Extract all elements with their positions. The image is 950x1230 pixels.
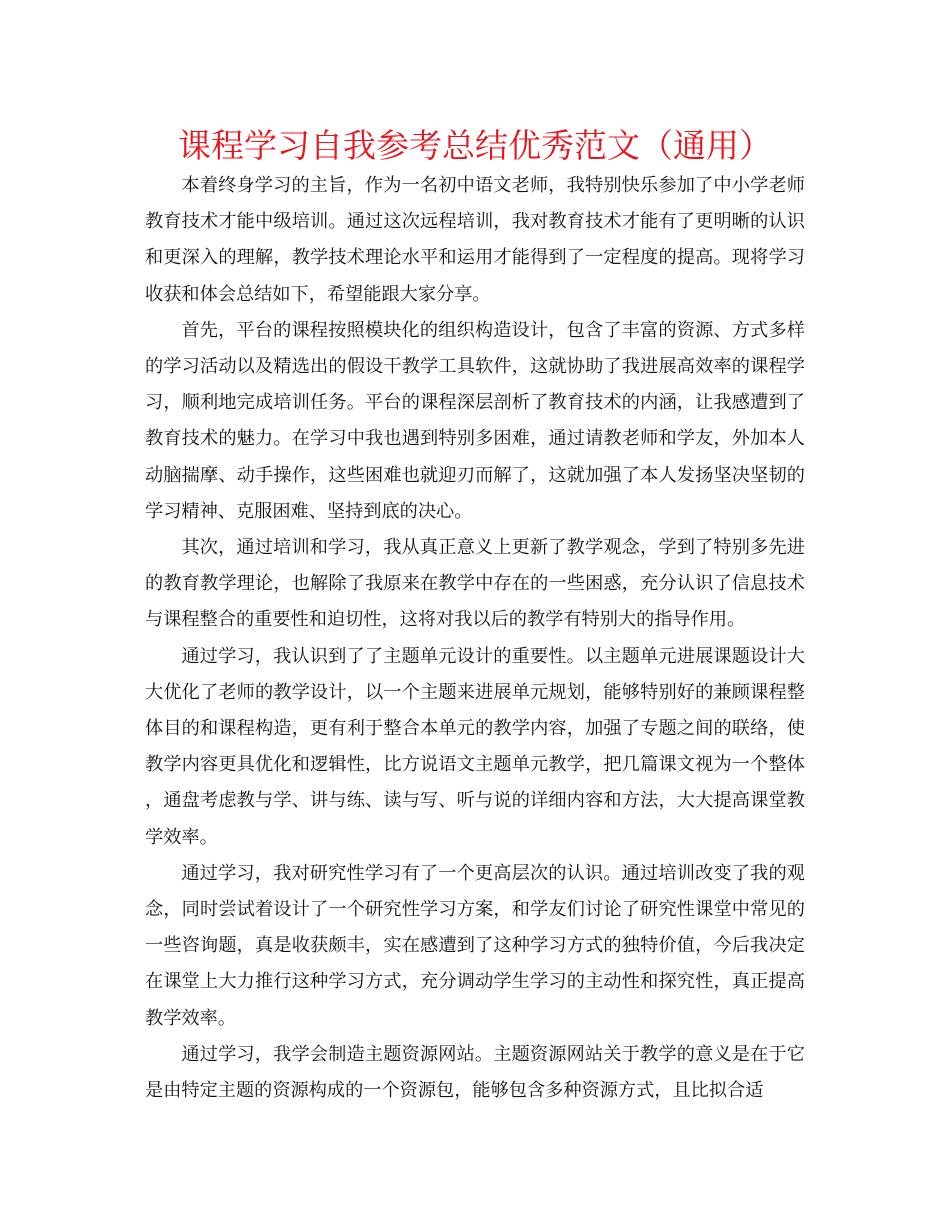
paragraph-1: 本着终身学习的主旨，作为一名初中语文老师，我特别快乐参加了中小学老师教育技术才能中级培训。通过这次远程培训，我对教育技术才能有了更明晰的认识和更深入的理解，教学技术理论水平和运用才能得到了一定程度的提高。现将学习收获和体会总结如下，希望能跟大家分享。 — [145, 175, 805, 305]
paragraph-5: 通过学习，我对研究性学习有了一个更高层次的认识。通过培训改变了我的观念，同时尝试着设计了一个研究性学习方案，和学友们讨论了研究性课堂中常见的一些咨询题，真是收获颇丰，实在感遭到了这种学习方式的独特价值，今后我决定在课堂上大力推行这种学习方式，充分调动学生学习的主动性和探究性，真正提高教学效率。 — [145, 862, 805, 1029]
document-title: 课程学习自我参考总结优秀范文（通用） — [178, 126, 772, 165]
document-body — [145, 168, 805, 1109]
paragraph-6: 通过学习，我学会制造主题资源网站。主题资源网站关于教学的意义是在于它是由特定主题的资源构成的一个资源包，能够包含多种资源方式，且比拟合适 — [145, 1043, 805, 1102]
paragraph-2: 首先，平台的课程按照模块化的组织构造设计，包含了丰富的资源、方式多样的学习活动以及精选出的假设干教学工具软件，这就协助了我进展高效率的课程学习，顺利地完成培训任务。平台的课程深层剖析了教育技术的内涵，让我感遭到了教育技术的魅力。在学习中我也遇到特别多困难，通过请教老师和学友，外加本人动脑揣摩、动手操作，这些困难也就迎刃而解了，这就加强了本人发扬坚决坚韧的学习精神、克服困难、坚持到底的决心。 — [145, 319, 805, 522]
paragraph-3: 其次，通过培训和学习，我从真正意义上更新了教学观念，学到了特别多先进的教育教学理论，也解除了我原来在教学中存在的一些困惑，充分认识了信息技术与课程整合的重要性和迫切性，这将对我以后的教学有特别大的指导作用。 — [145, 537, 805, 631]
paragraph-4: 通过学习，我认识到了了主题单元设计的重要性。以主题单元进展课题设计大大优化了老师的教学设计，以一个主题来进展单元规划，能够特别好的兼顾课程整体目的和课程构造，更有利于整合本单元的教学内容，加强了专题之间的联络，使教学内容更具优化和逻辑性，比方说语文主题单元教学，把几篇课文视为一个整体，通盘考虑教与学、讲与练、读与写、听与说的详细内容和方法，大大提高课堂教学效率。 — [145, 645, 805, 848]
